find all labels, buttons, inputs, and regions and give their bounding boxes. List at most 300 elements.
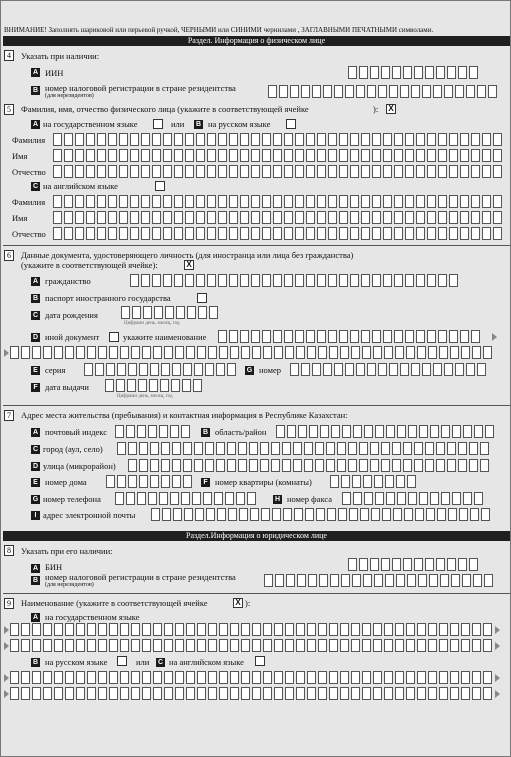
char-cell[interactable] [447,459,456,472]
char-cell[interactable] [458,66,467,79]
char-cell[interactable] [240,133,249,146]
char-cell[interactable] [229,274,238,287]
char-cell[interactable] [484,574,493,587]
char-cell[interactable] [415,508,424,521]
char-cell[interactable] [328,330,337,343]
char-cell[interactable] [386,425,395,438]
char-cell[interactable] [485,425,494,438]
char-cell[interactable] [447,442,456,455]
char-cell[interactable] [43,687,52,700]
char-cell[interactable] [481,508,490,521]
char-cell[interactable] [65,346,74,359]
char-cell[interactable] [154,306,163,319]
char-cell[interactable] [458,558,467,571]
char-cell[interactable] [264,574,273,587]
char-cell[interactable] [150,442,159,455]
char-cell[interactable] [363,574,372,587]
char-cell[interactable] [471,195,480,208]
char-cell[interactable] [427,149,436,162]
char-cell[interactable] [334,85,343,98]
char-cell[interactable] [130,133,139,146]
char-cell[interactable] [53,165,62,178]
char-cell[interactable] [416,195,425,208]
char-cell[interactable] [152,211,161,224]
char-cell[interactable] [236,492,245,505]
char-cell[interactable] [425,442,434,455]
char-cell[interactable] [75,227,84,240]
char-cell[interactable] [53,211,62,224]
char-cell[interactable] [483,623,492,636]
char-cell[interactable] [240,227,249,240]
char-cell[interactable] [252,687,261,700]
char-cell[interactable] [428,623,437,636]
char-cell[interactable] [160,379,169,392]
char-cell[interactable] [326,459,335,472]
char-cell[interactable] [227,442,236,455]
char-cell[interactable] [131,687,140,700]
char-cell[interactable] [472,623,481,636]
char-cell[interactable] [230,639,239,652]
char-cell[interactable] [306,165,315,178]
char-cell[interactable] [433,363,442,376]
char-cell[interactable] [317,330,326,343]
char-cell[interactable] [295,133,304,146]
char-cell[interactable] [317,274,326,287]
char-cell[interactable] [230,671,239,684]
char-cell[interactable] [131,639,140,652]
char-cell[interactable] [284,133,293,146]
char-cell[interactable] [109,687,118,700]
char-cell[interactable] [98,639,107,652]
char-cell[interactable] [328,133,337,146]
char-cell[interactable] [84,363,93,376]
char-cell[interactable] [374,475,383,488]
char-cell[interactable] [384,623,393,636]
char-cell[interactable] [405,149,414,162]
char-cell[interactable] [130,195,139,208]
s5-en-surname-cells[interactable] [53,195,502,208]
char-cell[interactable] [297,574,306,587]
char-cell[interactable] [142,687,151,700]
char-cell[interactable] [252,623,261,636]
char-cell[interactable] [477,85,486,98]
char-cell[interactable] [76,639,85,652]
char-cell[interactable] [436,442,445,455]
char-cell[interactable] [474,492,483,505]
char-cell[interactable] [329,639,338,652]
char-cell[interactable] [395,346,404,359]
char-cell[interactable] [274,639,283,652]
char-cell[interactable] [285,687,294,700]
char-cell[interactable] [408,492,417,505]
char-cell[interactable] [196,211,205,224]
char-cell[interactable] [87,639,96,652]
char-cell[interactable] [425,459,434,472]
char-cell[interactable] [384,639,393,652]
char-cell[interactable] [438,149,447,162]
char-cell[interactable] [473,574,482,587]
char-cell[interactable] [284,195,293,208]
char-cell[interactable] [228,508,237,521]
char-cell[interactable] [172,475,181,488]
char-cell[interactable] [316,508,325,521]
char-cell[interactable] [262,165,271,178]
char-cell[interactable] [306,274,315,287]
char-cell[interactable] [320,425,329,438]
char-cell[interactable] [339,165,348,178]
char-cell[interactable] [460,211,469,224]
char-cell[interactable] [185,149,194,162]
char-cell[interactable] [161,363,170,376]
char-cell[interactable] [493,133,502,146]
char-cell[interactable] [195,508,204,521]
char-cell[interactable] [175,639,184,652]
char-cell[interactable] [319,574,328,587]
char-cell[interactable] [455,85,464,98]
char-cell[interactable] [76,687,85,700]
char-cell[interactable] [374,574,383,587]
char-cell[interactable] [120,346,129,359]
char-cell[interactable] [447,558,456,571]
char-cell[interactable] [381,66,390,79]
char-cell[interactable] [219,346,228,359]
char-cell[interactable] [317,227,326,240]
char-cell[interactable] [438,133,447,146]
char-cell[interactable] [116,379,125,392]
char-cell[interactable] [418,574,427,587]
char-cell[interactable] [295,195,304,208]
char-cell[interactable] [353,425,362,438]
char-cell[interactable] [306,330,315,343]
char-cell[interactable] [150,459,159,472]
char-cell[interactable] [183,363,192,376]
char-cell[interactable] [381,442,390,455]
char-cell[interactable] [241,346,250,359]
char-cell[interactable] [185,274,194,287]
char-cell[interactable] [471,133,480,146]
char-cell[interactable] [459,508,468,521]
char-cell[interactable] [21,671,30,684]
char-cell[interactable] [152,133,161,146]
char-cell[interactable] [348,558,357,571]
char-cell[interactable] [372,165,381,178]
char-cell[interactable] [451,574,460,587]
char-cell[interactable] [153,671,162,684]
char-cell[interactable] [219,623,228,636]
char-cell[interactable] [262,211,271,224]
iin-cells[interactable] [348,66,478,79]
char-cell[interactable] [342,492,351,505]
char-cell[interactable] [251,195,260,208]
char-cell[interactable] [416,149,425,162]
char-cell[interactable] [139,475,148,488]
char-cell[interactable] [351,639,360,652]
char-cell[interactable] [173,508,182,521]
char-cell[interactable] [348,66,357,79]
char-cell[interactable] [307,623,316,636]
char-cell[interactable] [174,227,183,240]
char-cell[interactable] [461,671,470,684]
char-cell[interactable] [238,459,247,472]
char-cell[interactable] [153,346,162,359]
s4-tax-reg-cells[interactable] [268,85,497,98]
char-cell[interactable] [108,149,117,162]
char-cell[interactable] [229,165,238,178]
char-cell[interactable] [172,459,181,472]
char-cell[interactable] [296,346,305,359]
char-cell[interactable] [372,274,381,287]
char-cell[interactable] [339,149,348,162]
char-cell[interactable] [449,149,458,162]
char-cell[interactable] [306,211,315,224]
char-cell[interactable] [463,425,472,438]
char-cell[interactable] [219,687,228,700]
char-cell[interactable] [361,195,370,208]
char-cell[interactable] [152,227,161,240]
char-cell[interactable] [117,363,126,376]
char-cell[interactable] [216,363,225,376]
char-cell[interactable] [130,227,139,240]
char-cell[interactable] [120,639,129,652]
char-cell[interactable] [482,227,491,240]
char-cell[interactable] [186,687,195,700]
char-cell[interactable] [372,149,381,162]
char-cell[interactable] [230,346,239,359]
char-cell[interactable] [367,363,376,376]
char-cell[interactable] [351,671,360,684]
char-cell[interactable] [273,211,282,224]
char-cell[interactable] [361,165,370,178]
char-cell[interactable] [444,363,453,376]
char-cell[interactable] [328,227,337,240]
char-cell[interactable] [286,574,295,587]
char-cell[interactable] [262,227,271,240]
char-cell[interactable] [407,574,416,587]
char-cell[interactable] [284,149,293,162]
char-cell[interactable] [305,508,314,521]
char-cell[interactable] [441,492,450,505]
char-cell[interactable] [469,66,478,79]
series-cells[interactable] [84,363,236,376]
char-cell[interactable] [251,227,260,240]
char-cell[interactable] [351,687,360,700]
char-cell[interactable] [142,671,151,684]
char-cell[interactable] [197,623,206,636]
char-cell[interactable] [185,211,194,224]
char-cell[interactable] [196,165,205,178]
char-cell[interactable] [251,165,260,178]
s5-russian-checkbox[interactable] [286,119,296,129]
char-cell[interactable] [394,195,403,208]
char-cell[interactable] [137,425,146,438]
char-cell[interactable] [229,211,238,224]
char-cell[interactable] [95,363,104,376]
char-cell[interactable] [260,442,269,455]
char-cell[interactable] [262,149,271,162]
char-cell[interactable] [229,149,238,162]
char-cell[interactable] [241,639,250,652]
char-cell[interactable] [384,671,393,684]
char-cell[interactable] [427,227,436,240]
char-cell[interactable] [207,149,216,162]
char-cell[interactable] [350,133,359,146]
char-cell[interactable] [262,274,271,287]
char-cell[interactable] [383,274,392,287]
char-cell[interactable] [75,211,84,224]
char-cell[interactable] [164,346,173,359]
char-cell[interactable] [141,165,150,178]
char-cell[interactable] [198,306,207,319]
char-cell[interactable] [411,363,420,376]
char-cell[interactable] [285,671,294,684]
char-cell[interactable] [137,492,146,505]
char-cell[interactable] [240,149,249,162]
char-cell[interactable] [98,687,107,700]
char-cell[interactable] [361,149,370,162]
char-cell[interactable] [350,195,359,208]
char-cell[interactable] [98,346,107,359]
char-cell[interactable] [373,623,382,636]
char-cell[interactable] [273,149,282,162]
char-cell[interactable] [422,85,431,98]
char-cell[interactable] [121,306,130,319]
char-cell[interactable] [227,459,236,472]
char-cell[interactable] [119,165,128,178]
char-cell[interactable] [274,623,283,636]
char-cell[interactable] [318,639,327,652]
char-cell[interactable] [437,508,446,521]
char-cell[interactable] [392,66,401,79]
char-cell[interactable] [174,195,183,208]
char-cell[interactable] [293,442,302,455]
char-cell[interactable] [317,149,326,162]
char-cell[interactable] [53,195,62,208]
char-cell[interactable] [181,492,190,505]
char-cell[interactable] [218,195,227,208]
char-cell[interactable] [427,330,436,343]
char-cell[interactable] [383,165,392,178]
char-cell[interactable] [252,346,261,359]
char-cell[interactable] [367,85,376,98]
char-cell[interactable] [416,165,425,178]
char-cell[interactable] [194,459,203,472]
char-cell[interactable] [279,85,288,98]
char-cell[interactable] [186,639,195,652]
char-cell[interactable] [106,475,115,488]
char-cell[interactable] [152,274,161,287]
char-cell[interactable] [75,195,84,208]
char-cell[interactable] [471,165,480,178]
char-cell[interactable] [482,211,491,224]
char-cell[interactable] [356,85,365,98]
char-cell[interactable] [307,639,316,652]
char-cell[interactable] [317,211,326,224]
char-cell[interactable] [394,165,403,178]
char-cell[interactable] [262,195,271,208]
char-cell[interactable] [207,274,216,287]
char-cell[interactable] [450,346,459,359]
char-cell[interactable] [405,211,414,224]
char-cell[interactable] [192,492,201,505]
char-cell[interactable] [405,133,414,146]
char-cell[interactable] [327,508,336,521]
s5-state-language-checkbox[interactable] [153,119,163,129]
char-cell[interactable] [276,425,285,438]
char-cell[interactable] [152,195,161,208]
char-cell[interactable] [474,425,483,438]
char-cell[interactable] [359,558,368,571]
char-cell[interactable] [10,623,19,636]
char-cell[interactable] [362,687,371,700]
char-cell[interactable] [447,66,456,79]
char-cell[interactable] [142,346,151,359]
char-cell[interactable] [395,687,404,700]
char-cell[interactable] [230,623,239,636]
region-cells[interactable] [276,425,494,438]
char-cell[interactable] [87,687,96,700]
char-cell[interactable] [384,687,393,700]
email-cells[interactable] [151,508,490,521]
s8-tax-reg-cells[interactable] [264,574,493,587]
char-cell[interactable] [378,363,387,376]
char-cell[interactable] [351,346,360,359]
char-cell[interactable] [148,492,157,505]
char-cell[interactable] [263,687,272,700]
char-cell[interactable] [21,639,30,652]
char-cell[interactable] [186,623,195,636]
char-cell[interactable] [449,211,458,224]
char-cell[interactable] [142,639,151,652]
char-cell[interactable] [148,425,157,438]
char-cell[interactable] [416,330,425,343]
char-cell[interactable] [352,475,361,488]
char-cell[interactable] [383,227,392,240]
char-cell[interactable] [330,475,339,488]
char-cell[interactable] [318,671,327,684]
char-cell[interactable] [185,165,194,178]
char-cell[interactable] [385,574,394,587]
char-cell[interactable] [152,149,161,162]
char-cell[interactable] [348,442,357,455]
char-cell[interactable] [394,227,403,240]
char-cell[interactable] [54,346,63,359]
char-cell[interactable] [444,85,453,98]
char-cell[interactable] [449,165,458,178]
char-cell[interactable] [119,195,128,208]
char-cell[interactable] [194,363,203,376]
char-cell[interactable] [350,149,359,162]
char-cell[interactable] [97,227,106,240]
char-cell[interactable] [174,133,183,146]
char-cell[interactable] [153,639,162,652]
char-cell[interactable] [86,165,95,178]
char-cell[interactable] [482,149,491,162]
char-cell[interactable] [207,227,216,240]
char-cell[interactable] [455,363,464,376]
char-cell[interactable] [251,211,260,224]
char-cell[interactable] [394,133,403,146]
char-cell[interactable] [32,623,41,636]
char-cell[interactable] [214,492,223,505]
char-cell[interactable] [304,442,313,455]
char-cell[interactable] [164,687,173,700]
char-cell[interactable] [438,211,447,224]
citizenship-cells[interactable] [130,274,458,287]
char-cell[interactable] [284,274,293,287]
char-cell[interactable] [460,330,469,343]
char-cell[interactable] [318,687,327,700]
char-cell[interactable] [239,508,248,521]
